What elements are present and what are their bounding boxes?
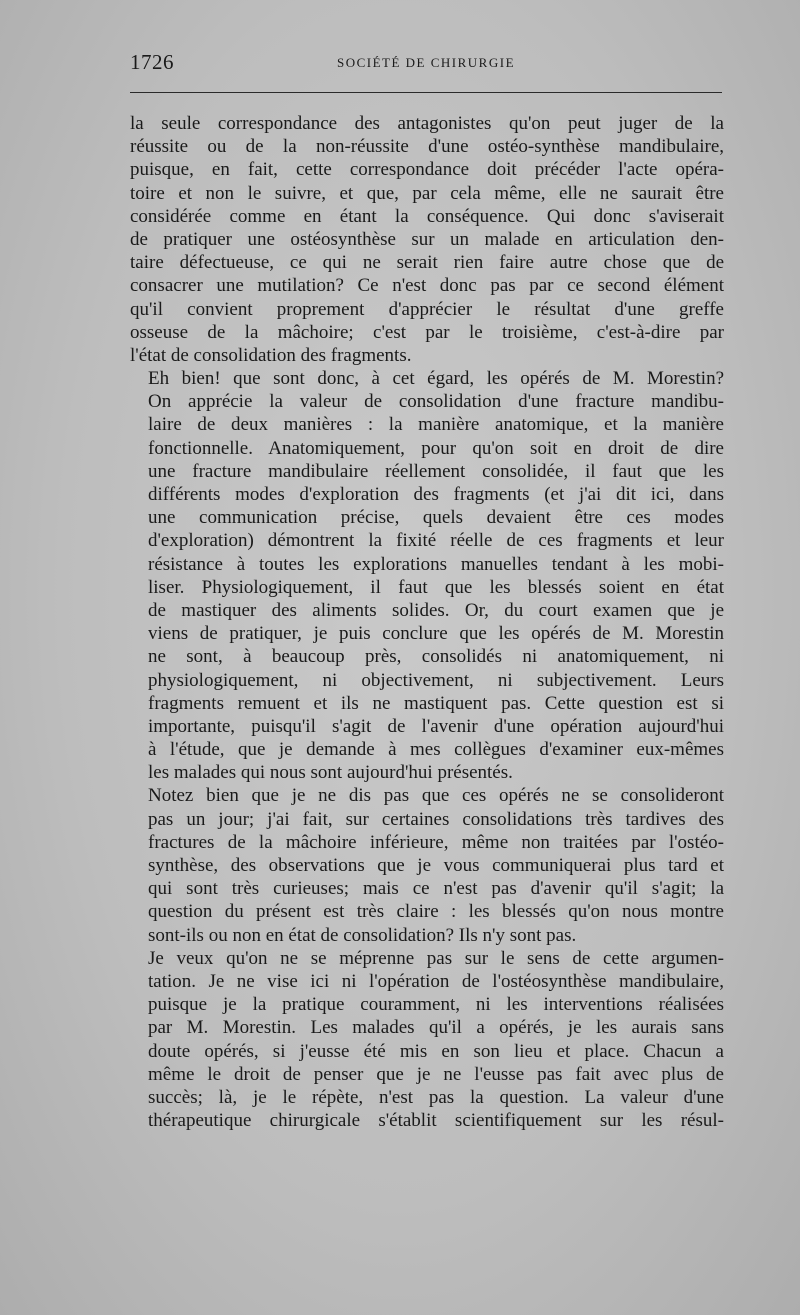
text-line: une fracture mandibulaire réellement consolidée, il faut que les [148,460,724,482]
text-line: l'état de consolidation des fragments. [130,344,412,366]
text-line: puisque je la pratique couramment, ni les interventions réalisées [148,994,724,1016]
text-line: laire de deux manières : la manière anatomique, et la manière [148,414,724,436]
text-line: question du présent est très claire : les blessés qu'on nous montre [148,901,724,923]
text-line: de mastiquer des aliments solides. Or, du court examen que je [148,599,724,621]
text-line: Notez bien que je ne dis pas que ces opérés ne se consolideront [148,785,724,807]
text-line: sont-ils ou non en état de consolidation? Ils n'y sont pas. [148,924,577,946]
text-line: pas un jour; j'ai fait, sur certaines consolidations très tardives des [148,808,724,830]
paragraph-3 [130,784,724,946]
text-line: même le droit de penser que je ne l'eusse pas fait avec plus de [148,1063,724,1085]
paragraph-2 [130,367,724,784]
text-line: liser. Physiologiquement, il faut que les blessés soient en état [148,576,724,598]
text-line: par M. Morestin. Les malades qu'il a opérés, je les aurais sans [148,1017,724,1039]
text-line: fonctionnelle. Anatomiquement, pour qu'on soit en droit de dire [148,437,724,459]
text-line: fragments remuent et ils ne mastiquent pas. Cette question est si [148,692,724,714]
text-line: doute opérés, si j'eusse été mis en son lieu et place. Chacun a [148,1040,724,1062]
text-line: différents modes d'exploration des fragments (et j'ai dit ici, dans [148,484,724,505]
text-line: Je veux qu'on ne se méprenne pas sur le sens de cette argumen- [148,947,724,969]
text-line: de pratiquer une ostéosynthèse sur un malade en articulation den- [130,228,724,250]
text-line: réussite ou de la non-réussite d'une ostéo-synthèse mandibulaire, [130,136,724,158]
text-line: fractures de la mâchoire inférieure, même non traitées par l'ostéo- [148,831,724,853]
text-line: résistance à toutes les explorations manuelles tendant à les mobi- [148,553,724,575]
text-line: toire et non le suivre, et que, par cela même, elle ne saurait être [130,182,724,204]
text-line: synthèse, des observations que je vous communiquerai plus tard et [148,855,724,876]
text-line: succès; là, je le répète, n'est pas la question. La valeur d'une [148,1086,724,1108]
page-header [130,50,722,80]
text-line: consacrer une mutilation? Ce n'est donc pas par ce second élément [130,275,724,297]
text-line: qu'il convient proprement d'apprécier le résultat d'une greffe [130,298,724,320]
text-line: taire défectueuse, ce qui ne serait rien faire autre chose que de [130,252,724,274]
header-rule [130,92,722,93]
body-text [130,112,724,1132]
page-number: 1726 [130,50,174,74]
paragraph-4 [130,947,724,1133]
text-line: tation. Je ne vise ici ni l'opération de l'ostéosynthèse mandibulaire, [148,970,724,992]
text-line: les malades qui nous sont aujourd'hui présentés. [148,762,513,784]
text-line: physiologiquement, ni objectivement, ni subjectivement. Leurs [148,669,724,691]
text-line: la seule correspondance des antagonistes qu'on peut juger de la [130,113,724,134]
text-line: à l'étude, que je demande à mes collègues d'examiner eux-mêmes [148,739,724,761]
text-line: viens de pratiquer, je puis conclure que les opérés de M. Morestin [148,623,724,645]
text-line: importante, puisqu'il s'agit de l'avenir d'une opération aujourd'hui [148,715,724,737]
text-line: considérée comme en étant la conséquence. Qui donc s'aviserait [130,205,724,227]
paragraph-1 [130,112,724,367]
running-title: SOCIÉTÉ DE CHIRURGIE [336,55,516,70]
text-line: qui sont très curieuses; mais ce n'est pas d'avenir qu'il s'agit; la [148,878,724,900]
text-line: puisque, en fait, cette correspondance doit précéder l'acte opéra- [130,159,724,181]
text-line: Eh bien! que sont donc, à cet égard, les opérés de M. Morestin? [148,368,724,390]
text-line: osseuse de la mâchoire; c'est par le troisième, c'est-à-dire par [130,321,724,343]
text-line: une communication précise, quels devaient être ces modes [148,507,724,529]
text-line: On apprécie la valeur de consolidation d'une fracture mandibu- [148,391,724,413]
text-line: d'exploration) démontrent la fixité réelle de ces fragments et leur [148,530,724,552]
text-line: thérapeutique chirurgicale s'établit scientifiquement sur les résul- [148,1110,724,1132]
text-line: ne sont, à beaucoup près, consolidés ni anatomiquement, ni [148,646,724,668]
